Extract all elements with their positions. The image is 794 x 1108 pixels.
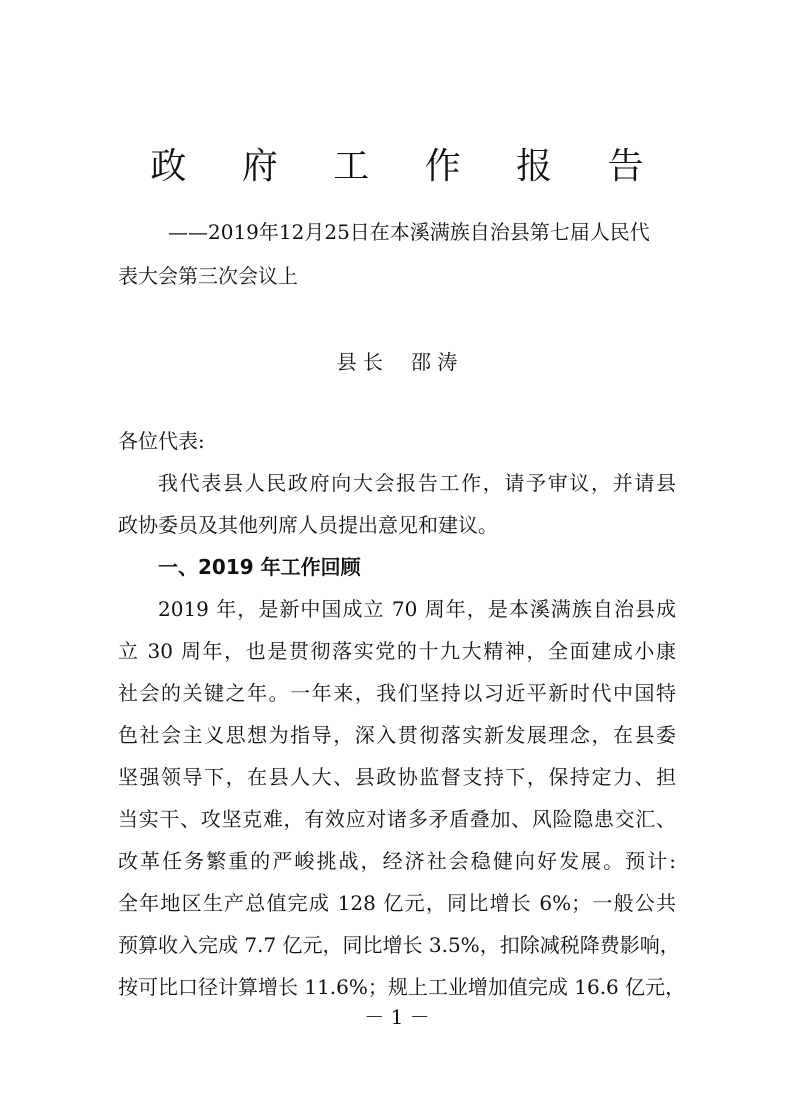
salutation: 各位代表: [118,429,205,453]
intro-paragraph [118,462,676,546]
review-line: 全年地区生产总值完成 128 亿元，同比增长 6%；一般公共 [118,891,676,915]
review-line: 2019 年，是新中国成立 70 周年，是本溪满族自治县成 [158,597,676,621]
review-line: 按可比口径计算增长 11.6%；规上工业增加值完成 16.6 亿元， [118,975,686,999]
report-body [118,420,686,1008]
page-number: － 1 － [364,1005,430,1029]
review-line: 社会的关键之年。一年来，我们坚持以习近平新时代中国特 [118,681,676,705]
author-line [0,342,794,382]
author-name: 邵 涛 [411,350,458,374]
subtitle-line-1: ——2019年12月25日在本溪满族自治县第七届人民代 [168,220,650,244]
review-paragraph [118,588,686,1008]
review-line: 改革任务繁重的严峻挑战，经济社会稳健向好发展。预计: [118,849,676,873]
section-heading: 一、2019 年工作回顾 [158,555,361,579]
document-subtitle [118,210,678,298]
intro-line-1: 我代表县人民政府向大会报告工作，请予审议，并请县 [158,471,676,495]
subtitle-line-2: 表大会第三次会议上 [118,264,298,288]
review-line: 立 30 周年，也是贯彻落实党的十九大精神，全面建成小康 [118,639,676,663]
review-line: 色社会主义思想为指导，深入贯彻落实新发展理念，在县委 [118,723,676,747]
review-line: 当实干、攻坚克难，有效应对诸多矛盾叠加、风险隐患交汇、 [118,807,676,831]
intro-line-2: 政协委员及其他列席人员提出意见和建议。 [118,513,498,537]
document-title: 政 府 工 作 报 告 [150,146,666,188]
author-role: 县 长 [336,350,383,374]
review-line: 坚强领导下，在县人大、县政协监督支持下，保持定力、担 [118,765,676,789]
review-line: 预算收入完成 7.7 亿元，同比增长 3.5%，扣除减税降费影响， [118,933,680,957]
